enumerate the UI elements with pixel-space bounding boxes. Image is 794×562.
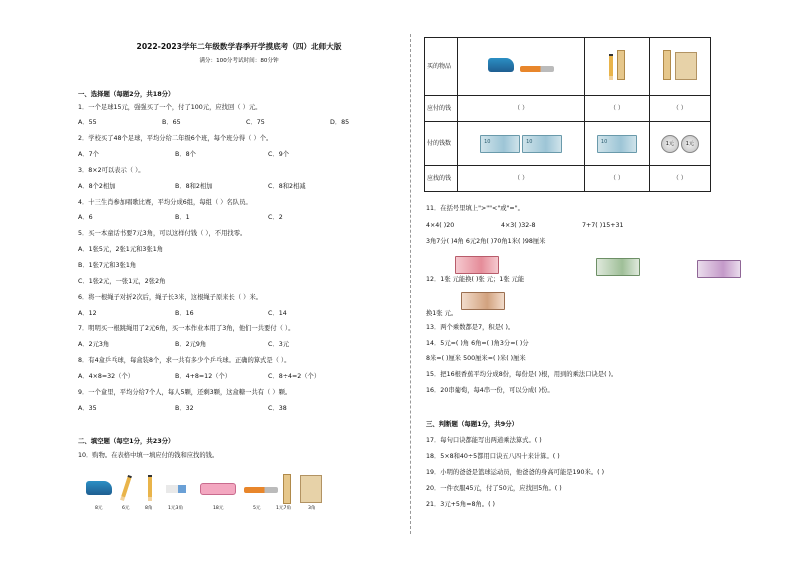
column-divider xyxy=(410,34,411,534)
option: B．32 xyxy=(175,405,194,412)
option: C．2 xyxy=(268,214,283,221)
answer-blank[interactable]: （ ） xyxy=(458,166,585,192)
option: B．65 xyxy=(162,119,181,126)
shopping-table xyxy=(424,37,711,192)
price-label: 3角 xyxy=(308,506,316,511)
pencil-icon xyxy=(148,475,152,501)
eraser-icon xyxy=(166,485,186,493)
option: C．14 xyxy=(268,310,287,317)
option: B．4+8=12（个） xyxy=(175,373,232,380)
option: A．8个2相加 xyxy=(78,183,116,190)
table-cell xyxy=(458,122,585,166)
coin-icon: 1元 xyxy=(661,135,679,153)
question-18: 18．5×8和40÷5都用口诀五八四十来计算。( ) xyxy=(426,453,560,460)
banknote-50-icon xyxy=(596,258,640,276)
book-icon xyxy=(675,52,697,80)
pencil-box-icon xyxy=(200,483,236,495)
option: B．8个 xyxy=(175,151,196,158)
answer-blank[interactable]: （ ） xyxy=(649,96,710,122)
banknote-5-icon xyxy=(697,260,741,278)
banknote-10-icon xyxy=(597,135,637,153)
question-16: 16．20串葡萄，每4串一份，可以分成( )份。 xyxy=(426,387,554,394)
section-3-heading: 三、判断题（每题1分，共9分） xyxy=(426,420,518,428)
question-11-c: 7+7( )15+31 xyxy=(582,222,624,229)
option: A．12 xyxy=(78,310,97,317)
price-label: 1元3角 xyxy=(168,506,184,511)
option: D．85 xyxy=(330,119,350,126)
option: B．1张7元和3张1角 xyxy=(78,262,137,269)
question-12-b: 换1张 元。 xyxy=(426,310,458,317)
option: B．1 xyxy=(175,214,190,221)
option: A．7个 xyxy=(78,151,99,158)
ruler-icon xyxy=(283,474,291,504)
option: A．2元3角 xyxy=(78,341,110,348)
option: C．8和2相减 xyxy=(268,183,306,190)
price-label: 18元 xyxy=(213,506,224,511)
price-label: 1元7角 xyxy=(276,506,292,511)
question-2: 2．学校买了48个足球，平均分给二年级6个班，每个班分得（ ）个。 xyxy=(78,135,273,142)
option: B．8和2相加 xyxy=(175,183,213,190)
option: C．75 xyxy=(246,119,265,126)
question-7: 7．明明买一根跳绳用了2元6角，买一本作业本用了3角，他们一共要付（ ）。 xyxy=(78,325,295,332)
question-14: 14．5元=( )角 6角=( )角3分=( )分 xyxy=(426,340,529,347)
option: A．35 xyxy=(78,405,97,412)
question-11: 11．在括号里填上">""<"或"="。 xyxy=(426,205,524,212)
option: A．55 xyxy=(78,119,97,126)
price-label: 8角 xyxy=(145,506,153,511)
option: B．2元9角 xyxy=(175,341,207,348)
question-19: 19．小明的爸爸是篮球运动员，他爸爸的身高可能是190米。( ) xyxy=(426,469,605,476)
stapler-icon xyxy=(488,58,514,72)
price-label: 6元 xyxy=(122,506,130,511)
question-11-a: 4×4( )20 xyxy=(426,222,455,229)
section-1-heading: 一、选择题（每题2分，共18分） xyxy=(78,90,175,98)
row-label: 应付的钱 xyxy=(425,96,458,122)
table-cell xyxy=(585,122,649,166)
option: A．4×8=32（个） xyxy=(78,373,135,380)
question-4: 4．十三生肖参加唱歌比赛，平均分成6组，每组（ ）名队员。 xyxy=(78,199,252,206)
pencil-icon xyxy=(120,475,132,501)
question-9: 9．一个盒里，平均分给7个人，每人5颗，还剩3颗，这盒糖一共有（ ）颗。 xyxy=(78,389,292,396)
option: C．38 xyxy=(268,405,287,412)
banknote-10-icon xyxy=(480,135,520,153)
question-3: 3．8×2可以表示（ ）。 xyxy=(78,167,145,174)
ruler-icon xyxy=(663,50,671,80)
answer-blank[interactable]: （ ） xyxy=(458,96,585,122)
option: C．3元 xyxy=(268,341,289,348)
question-6: 6．将一根绳子对折2次后，绳子长3米，这根绳子原来长（ ）米。 xyxy=(78,294,263,301)
question-1: 1．一个足球15元，强强买了一个，付了100元，应找回（ ）元。 xyxy=(78,104,262,111)
pencil-icon xyxy=(609,54,613,80)
banknote-100-icon xyxy=(455,256,499,274)
page-subtitle: 满分：100分考试时间：80分钟 xyxy=(199,58,279,64)
book-icon xyxy=(300,475,322,503)
option: C．9个 xyxy=(268,151,289,158)
question-8: 8．有4盒乒乓球，每盒装8个，求一共有多少个乒乓球。正确的算式是（ ）。 xyxy=(78,357,291,364)
option: B．16 xyxy=(175,310,194,317)
table-cell xyxy=(649,38,710,96)
ruler-icon xyxy=(617,50,625,80)
question-5: 5．买一本童话书要7元3角，可以这样付钱（ ），不用找零。 xyxy=(78,230,247,237)
row-label: 付的钱数 xyxy=(425,122,458,166)
answer-blank[interactable]: （ ） xyxy=(649,166,710,192)
question-21: 21．3元+5角=8角。( ) xyxy=(426,501,495,508)
table-cell xyxy=(585,38,649,96)
price-label: 5元 xyxy=(253,506,261,511)
banknote-value: 10 xyxy=(484,138,491,145)
question-14-b: 8米=( )厘米 500厘米=( )米( )厘米 xyxy=(426,355,526,362)
page-title: 2022-2023学年二年级数学春季开学摸底考（四）北师大版 xyxy=(136,42,342,51)
option: C．8÷4=2（个） xyxy=(268,373,321,380)
row-label: 应找的钱 xyxy=(425,166,458,192)
question-20: 20．一件衣服45元，付了50元，应找回5角。( ) xyxy=(426,485,562,492)
table-cell xyxy=(458,38,585,96)
table-cell xyxy=(649,122,710,166)
question-17: 17．每句口诀都能写出两道乘法算式。( ) xyxy=(426,437,542,444)
price-label: 8元 xyxy=(95,506,103,511)
question-15: 15．把16根香蕉平均分成8份，每份是( )根，用到的乘法口诀是( )。 xyxy=(426,371,618,378)
coin-icon: 1元 xyxy=(681,135,699,153)
question-10: 10．购物。在表格中填一填应付的钱和应找的钱。 xyxy=(78,452,219,459)
cutter-icon xyxy=(520,66,554,72)
banknote-20-icon xyxy=(461,292,505,310)
answer-blank[interactable]: （ ） xyxy=(585,96,649,122)
question-11-b: 4×3( )32-8 xyxy=(501,222,536,229)
stapler-icon xyxy=(86,481,112,495)
question-13: 13．两个乘数都是7，积是( )。 xyxy=(426,324,515,331)
option: A．6 xyxy=(78,214,93,221)
row-label: 买的物品 xyxy=(425,38,458,96)
section-2-heading: 二、填空题（每空1分，共23分） xyxy=(78,437,175,445)
answer-blank[interactable]: （ ） xyxy=(585,166,649,192)
option: C．1张2元，一张1元，2张2角 xyxy=(78,278,166,285)
question-11-d: 3角7分( )4角 6元2角( )70角1米( )98厘米 xyxy=(426,238,546,245)
option: A．1张5元，2张1元和3张1角 xyxy=(78,246,164,253)
question-12: 12．1张 元能换( )张 元；1张 元能 xyxy=(426,276,525,283)
cutter-icon xyxy=(244,487,278,493)
banknote-value: 10 xyxy=(600,138,608,145)
banknote-10-icon xyxy=(522,135,562,153)
banknote-value: 10 xyxy=(526,138,533,145)
